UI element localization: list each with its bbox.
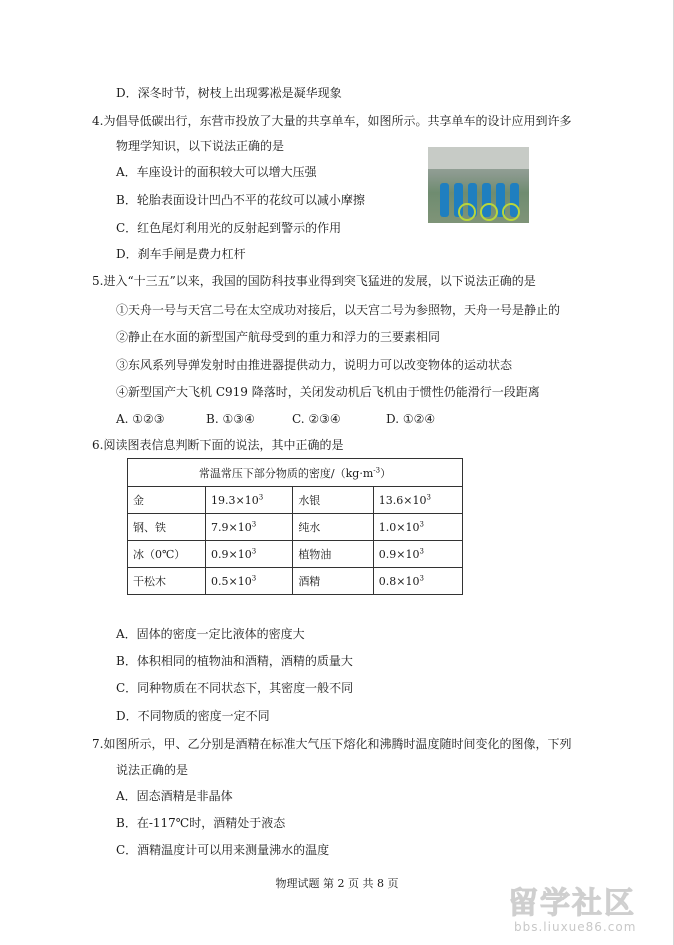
page-footer: 物理试题 第 2 页 共 8 页	[275, 877, 399, 890]
table-row: 金 $19.3\times 10^3$ 水银 $13.6\times 10^3$	[128, 487, 463, 514]
q5-stem: 5.进入“十三五”以来，我国的国防科技事业得到突飞猛进的发展，以下说法正确的是	[92, 274, 536, 288]
q6-stem: 6.阅读图表信息判断下面的说法，其中正确的是	[92, 438, 344, 452]
q4-option-d: D．刹车手闸是费力杠杆	[116, 247, 246, 261]
q5-statement-2: ②静止在水面的新型国产航母受到的重力和浮力的三要素相同	[116, 330, 441, 344]
density-table-title: 常温常压下部分物质的密度$/(kg\cdot m^{-3})$	[128, 459, 463, 487]
shared-bike-photo	[428, 147, 529, 223]
q5-option-c: C. ②③④	[292, 412, 341, 426]
q7-option-b: B．在-117℃时，酒精处于液态	[116, 816, 286, 830]
q5-statement-4: ④新型国产大飞机 C919 降落时，关闭发动机后飞机由于惯性仍能滑行一段距离	[116, 385, 540, 399]
q7-stem-line1: 7.如图所示，甲、乙分别是酒精在标准大气压下熔化和沸腾时温度随时间变化的图像，下列	[92, 737, 572, 751]
q5-statement-3: ③东风系列导弹发射时由推进器提供动力，说明力可以改变物体的运动状态	[116, 358, 513, 372]
q4-option-c: C．红色尾灯利用光的反射起到警示的作用	[116, 221, 342, 235]
density-table	[127, 458, 463, 595]
q4-stem-line2: 物理学知识，以下说法正确的是	[116, 139, 285, 153]
q6-option-c: C．同种物质在不同状态下，其密度一般不同	[116, 681, 354, 695]
table-row: 冰（0℃） $0.9\times 10^3$ 植物油 $0.9\times 10^3$	[128, 541, 463, 568]
q7-stem-line2: 说法正确的是	[116, 763, 189, 777]
q6-option-a: A．固体的密度一定比液体的密度大	[116, 627, 305, 641]
q3-option-d: D．深冬时节，树枝上出现雾凇是凝华现象	[116, 86, 342, 100]
q6-option-d: D．不同物质的密度一定不同	[116, 709, 270, 723]
q7-option-c: C．酒精温度计可以用来测量沸水的温度	[116, 843, 330, 857]
q7-option-a: A．固态酒精是非晶体	[116, 789, 233, 803]
q5-option-d: D. ①②④	[386, 412, 436, 426]
q5-option-a: A. ①②③	[116, 412, 165, 426]
q4-option-a: A．车座设计的面积较大可以增大压强	[116, 165, 317, 179]
table-row: 钢、铁 $7.9\times 10^3$ 纯水 $1.0\times 10^3$	[128, 514, 463, 541]
q4-stem-line1: 4.为倡导低碳出行，东营市投放了大量的共享单车，如图所示。共享单车的设计应用到许多	[92, 114, 572, 128]
q4-option-b: B．轮胎表面设计凹凸不平的花纹可以减小摩擦	[116, 193, 365, 207]
q6-option-b: B．体积相同的植物油和酒精，酒精的质量大	[116, 654, 353, 668]
watermark-logo: 留学社区 bbs.liuxue86.com	[508, 886, 637, 934]
q5-option-b: B. ①③④	[206, 412, 255, 426]
table-row: 干松木 $0.5\times 10^3$ 酒精 $0.8\times 10^3$	[128, 568, 463, 595]
q5-statement-1: ①天舟一号与天宫二号在太空成功对接后，以天宫二号为参照物，天舟一号是静止的	[116, 303, 561, 317]
